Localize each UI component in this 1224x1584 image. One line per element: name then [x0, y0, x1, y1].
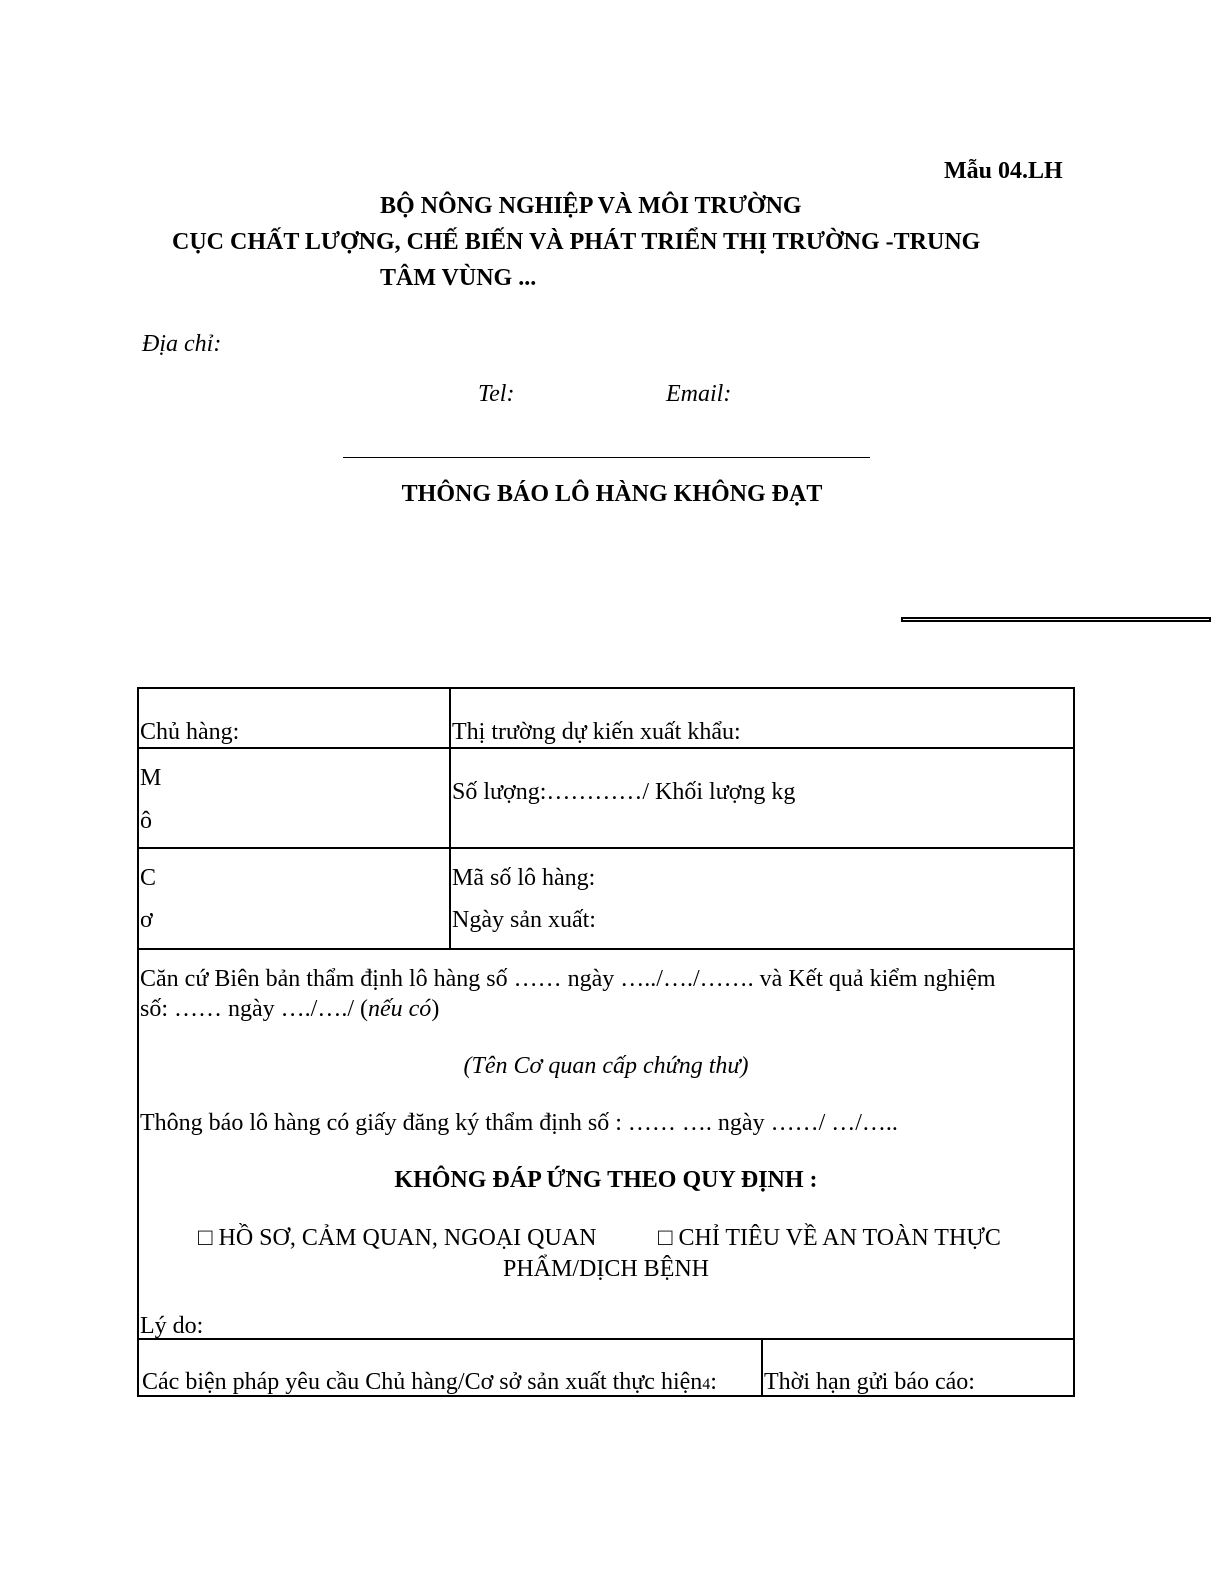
notice-line: Thông báo lô hàng có giấy đăng ký thẩm định số : …… …. ngày ……/ …/….. — [140, 1110, 898, 1136]
ministry-name: BỘ NÔNG NGHIỆP VÀ MÔI TRƯỜNG — [380, 193, 802, 219]
measures-footnote: 4 — [702, 1376, 711, 1393]
noncompliance-heading: KHÔNG ĐÁP ỨNG THEO QUY ĐỊNH : — [394, 1167, 818, 1193]
decorative-double-bar — [901, 617, 1211, 622]
document-title: THÔNG BÁO LÔ HÀNG KHÔNG ĐẠT — [401, 481, 823, 507]
table-rule-row4 — [137, 1338, 1075, 1340]
basis-line-1: Căn cứ Biên bản thẩm định lô hàng số …… ngày …../…./……. và Kết quả kiểm nghiệm — [140, 966, 996, 992]
tel-label: Tel: — [478, 381, 515, 407]
department-name-line2: TÂM VÙNG ... — [380, 265, 537, 291]
owner-label: Chủ hàng: — [140, 719, 240, 745]
lot-code-label: Mã số lô hàng: — [452, 865, 596, 891]
option-food-safety-checkbox[interactable]: □ CHỈ TIÊU VỀ AN TOÀN THỰC — [658, 1225, 1001, 1251]
address-label: Địa chỉ: — [142, 331, 222, 357]
basis-line-2 — [140, 996, 439, 1023]
table-rule-row1 — [137, 747, 1075, 749]
quantity-label: Số lượng:…………/ Khối lượng kg — [452, 779, 796, 805]
form-code: Mẫu 04.LH — [944, 158, 1063, 184]
table-rule-row2 — [137, 847, 1075, 849]
email-label: Email: — [666, 381, 732, 407]
row2-left-text-1: M — [140, 765, 162, 791]
export-market-label: Thị trường dự kiến xuất khẩu: — [452, 719, 741, 745]
option-food-safety-line2: PHẨM/DỊCH BỆNH — [503, 1256, 710, 1282]
option-dossier-checkbox[interactable]: □ HỒ SƠ, CẢM QUAN, NGOẠI QUAN — [198, 1225, 597, 1251]
row3-left-text-2: ơ — [140, 907, 153, 933]
table-bottom-divider — [761, 1338, 763, 1397]
report-deadline-label: Thời hạn gửi báo cáo: — [764, 1369, 975, 1395]
measures-label-text: Các biện pháp yêu cầu Chủ hàng/Cơ sở sản xuất thực hiện — [142, 1369, 703, 1395]
table-rule-row3 — [137, 948, 1075, 950]
issuer-placeholder: (Tên Cơ quan cấp chứng thư) — [463, 1053, 749, 1079]
measures-label: Các biện pháp yêu cầu Chủ hàng/Cơ sở sản xuất thực hiện4: — [142, 1369, 717, 1395]
table-column-divider — [449, 687, 451, 948]
reason-label: Lý do: — [140, 1313, 204, 1339]
header-divider — [343, 457, 870, 458]
basis-line-2-italic: nếu có — [368, 996, 432, 1022]
department-name-line1: CỤC CHẤT LƯỢNG, CHẾ BIẾN VÀ PHÁT TRIỂN THỊ TRƯỜNG -TRUNG — [172, 229, 981, 255]
row3-left-text-1: C — [140, 865, 157, 891]
row2-left-text-2: ô — [140, 808, 152, 834]
basis-line-2-prefix: số: …… ngày …./…./ ( — [140, 996, 368, 1022]
production-date-label: Ngày sản xuất: — [452, 907, 596, 933]
basis-line-2-suffix: ) — [431, 996, 440, 1022]
